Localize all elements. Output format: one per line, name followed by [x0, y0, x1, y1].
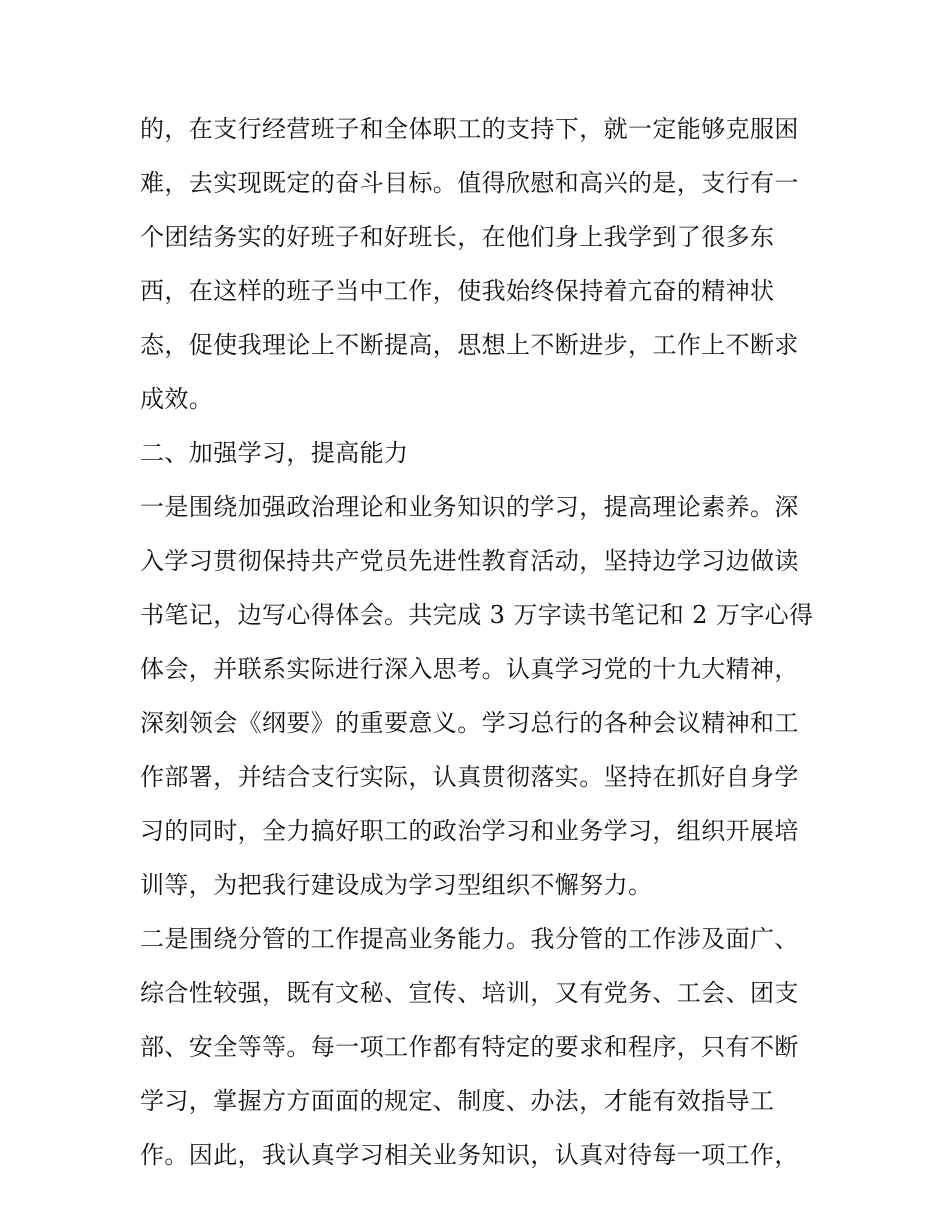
text-line-14: 习的同时，全力搞好职工的政治学习和业务学习，组织开展培 [140, 817, 799, 845]
text-line-15: 训等，为把我行建设成为学习型组织不懈努力。 [140, 871, 653, 899]
text-line-3: 个团结务实的好班子和好班长，在他们身上我学到了很多东 [140, 223, 775, 251]
text-line-6: 成效。 [140, 385, 214, 413]
section-heading: 二、加强学习，提高能力 [140, 439, 409, 467]
document-body [140, 102, 820, 1182]
text-line-4: 西，在这样的班子当中工作，使我始终保持着亢奋的精神状 [140, 277, 775, 305]
text-line-11: 体会，并联系实际进行深入思考。认真学习党的十九大精神， [140, 655, 799, 683]
text-line-17: 综合性较强，既有文秘、宣传、培训，又有党务、工会、团支 [140, 979, 799, 1007]
text-line-8: 一是围绕加强政治理论和业务知识的学习，提高理论素养。深 [140, 493, 799, 521]
text-line-13: 作部署，并结合支行实际，认真贯彻落实。坚持在抓好自身学 [140, 763, 799, 791]
text-line-16: 二是围绕分管的工作提高业务能力。我分管的工作涉及面广、 [140, 925, 799, 953]
text-line-12: 深刻领会《纲要》的重要意义。学习总行的各种会议精神和工 [140, 709, 799, 737]
text-line-19: 学习，掌握方方面面的规定、制度、办法，才能有效指导工 [140, 1087, 775, 1115]
text-line-18: 部、安全等等。每一项工作都有特定的要求和程序，只有不断 [140, 1033, 799, 1061]
text-line-5: 态，促使我理论上不断提高，思想上不断进步，工作上不断求 [140, 331, 799, 359]
text-line-1: 的，在支行经营班子和全体职工的支持下，就一定能够克服困 [140, 115, 799, 143]
text-line-20: 作。因此，我认真学习相关业务知识，认真对待每一项工作， [140, 1141, 799, 1169]
text-line-9: 入学习贯彻保持共产党员先进性教育活动，坚持边学习边做读 [140, 547, 799, 575]
text-line-10: 书笔记，边写心得体会。共完成 3 万字读书笔记和 2 万字心得 [140, 601, 814, 629]
text-line-2: 难，去实现既定的奋斗目标。值得欣慰和高兴的是，支行有一 [140, 169, 799, 197]
